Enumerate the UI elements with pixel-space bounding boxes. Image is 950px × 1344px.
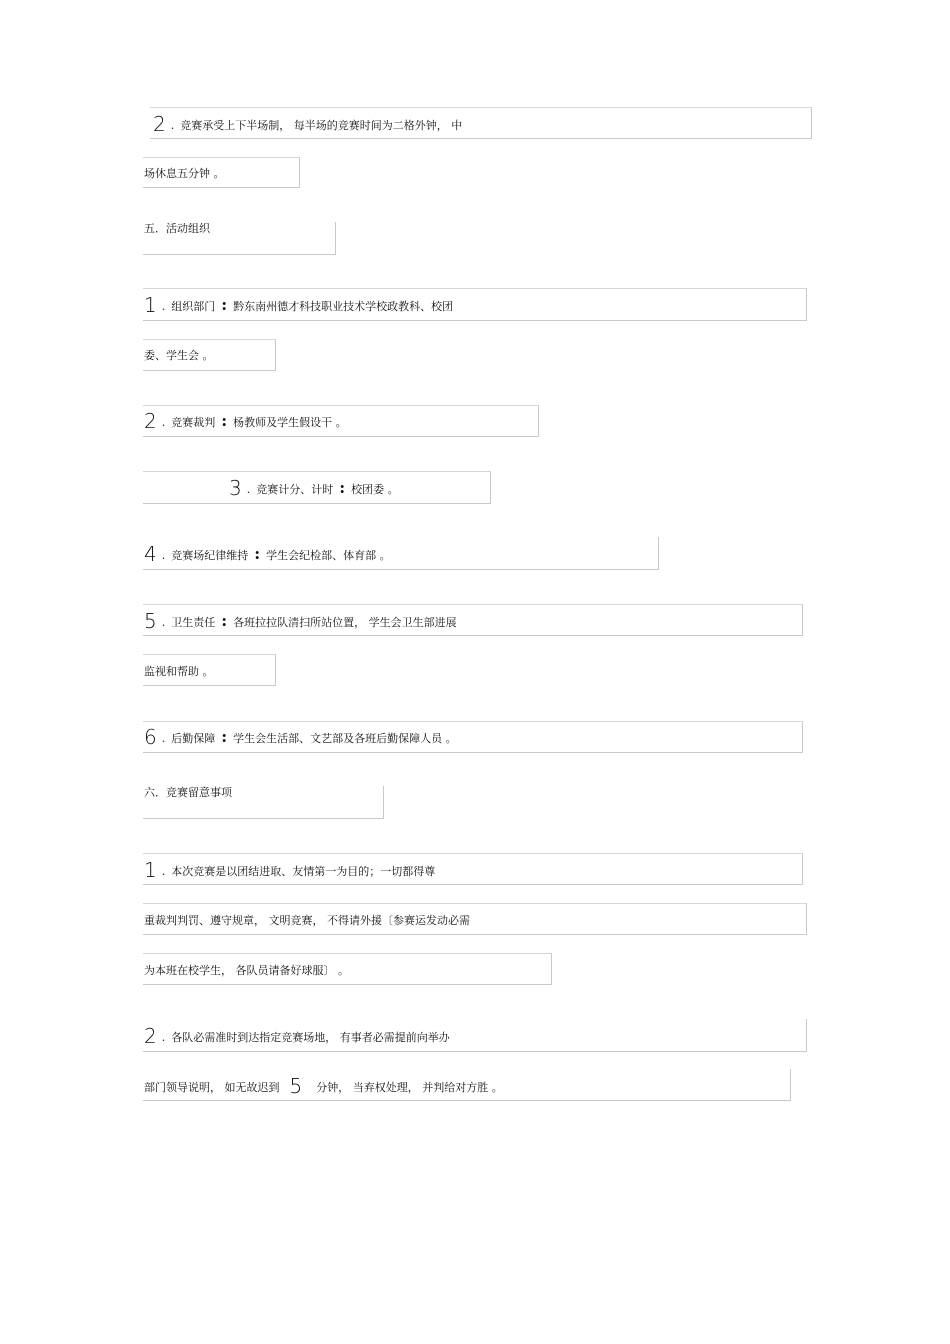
dot: . <box>161 732 166 745</box>
paragraph-line <box>144 346 214 366</box>
paragraph-line <box>144 727 457 749</box>
item-number: 1 <box>144 293 157 317</box>
item-number: 3 <box>229 476 242 500</box>
paragraph-line <box>229 478 399 500</box>
item-label: 竞赛场纪律维持 <box>171 549 249 562</box>
item-value: 各班拉拉队清扫所站位置， 学生会卫生部进展 <box>233 616 457 629</box>
colon: : <box>339 478 346 497</box>
line-text-end: 分钟， 当弃权处理， 并判给对方胜 。 <box>316 1081 503 1094</box>
heading-text: 五．活动组织 <box>144 222 210 235</box>
item-value: 学生会生活部、文艺部及各班后勤保障人员 。 <box>233 732 457 745</box>
paragraph-line <box>144 164 225 184</box>
dot: . <box>161 616 166 629</box>
dot: . <box>161 549 166 562</box>
colon: : <box>221 727 228 746</box>
line-text: 竞赛承受上下半场制， 每半场的竞赛时间为二格外钟， 中 <box>180 119 463 132</box>
item-value: 黔东南州德才科技职业技术学校政教科、校团 <box>233 300 454 313</box>
dot: . <box>161 865 166 878</box>
line-text: 场休息五分钟 。 <box>144 167 225 180</box>
line-text-start: 部门领导说明， 如无故迟到 <box>144 1081 280 1094</box>
item-number: 2 <box>144 409 157 433</box>
paragraph-line <box>144 1076 503 1098</box>
line-text: 本次竞赛是以团结进取、友情第一为目的；一切都得尊 <box>171 865 436 878</box>
dot: . <box>161 1031 166 1044</box>
paragraph-line <box>144 544 391 566</box>
item-label: 竞赛裁判 <box>171 416 216 429</box>
colon: : <box>254 544 261 563</box>
line-text: 委、学生会 。 <box>144 349 214 362</box>
item-number: 1 <box>144 858 157 882</box>
dot: . <box>161 416 166 429</box>
paragraph-line <box>144 961 349 981</box>
paragraph-line <box>144 1026 450 1048</box>
paragraph-line <box>153 114 462 136</box>
paragraph-line <box>144 860 435 882</box>
item-number: 2 <box>153 112 166 136</box>
item-value: 学生会纪检部、体育部 。 <box>266 549 391 562</box>
dot: . <box>170 119 175 132</box>
item-label: 竞赛计分、计时 <box>256 483 334 496</box>
section-heading <box>144 783 232 803</box>
item-label: 组织部门 <box>171 300 216 313</box>
paragraph-line <box>144 662 214 682</box>
item-value: 校团委 。 <box>351 483 399 496</box>
item-number: 4 <box>144 542 157 566</box>
paragraph-line <box>144 911 470 931</box>
paragraph-line <box>144 411 347 433</box>
line-text: 各队必需准时到达指定竞赛场地， 有事者必需提前向举办 <box>171 1031 450 1044</box>
section-heading <box>144 219 210 239</box>
item-number: 6 <box>144 725 157 749</box>
line-text: 重裁判判罚、遵守规章， 文明竞赛， 不得请外援〔参赛运发动必需 <box>144 914 470 927</box>
dot: . <box>161 300 166 313</box>
item-label: 卫生责任 <box>171 616 216 629</box>
heading-text: 六．竞赛留意事项 <box>144 786 232 799</box>
colon: : <box>221 295 228 314</box>
item-label: 后勤保障 <box>171 732 216 745</box>
line-text: 监视和帮助 。 <box>144 665 214 678</box>
paragraph-line <box>144 611 457 633</box>
item-value: 杨教师及学生假设干 。 <box>233 416 347 429</box>
colon: : <box>221 411 228 430</box>
paragraph-line <box>144 295 453 317</box>
dot: . <box>246 483 251 496</box>
minutes-number: 5 <box>289 1074 303 1098</box>
item-number: 2 <box>144 1024 157 1048</box>
colon: : <box>221 611 228 630</box>
item-number: 5 <box>144 609 157 633</box>
line-text: 为本班在校学生， 各队员请备好球服〕 。 <box>144 964 349 977</box>
